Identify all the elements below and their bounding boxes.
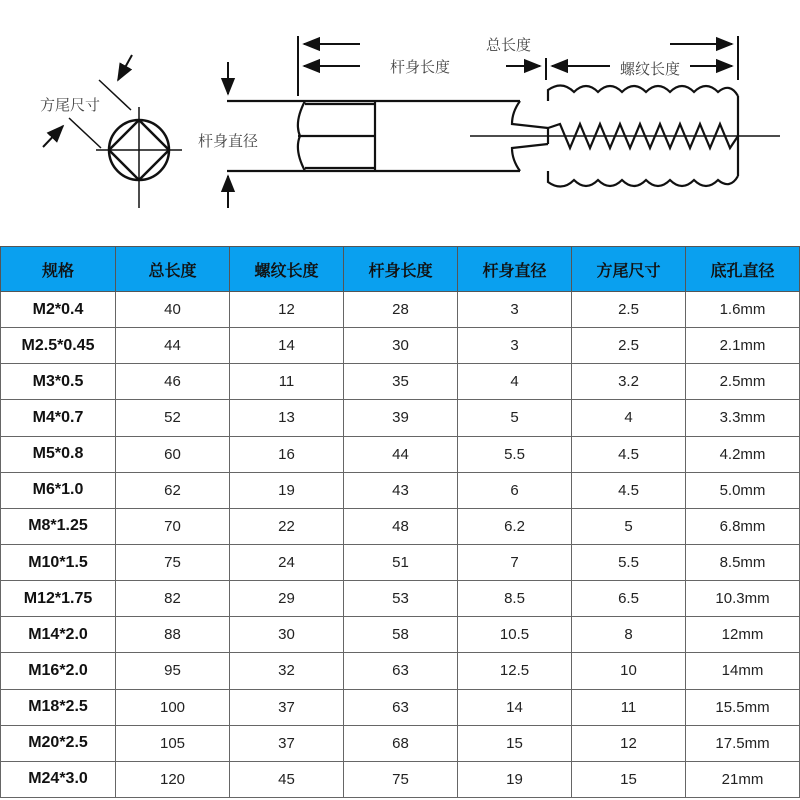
- spec-cell: M4*0.7: [1, 400, 116, 436]
- total-length-label: 总长度: [486, 36, 532, 54]
- value-cell: 32: [230, 653, 344, 689]
- value-cell: 3.2: [572, 364, 686, 400]
- column-header: 杆身长度: [344, 247, 458, 292]
- value-cell: 105: [116, 725, 230, 761]
- spec-cell: M24*3.0: [1, 761, 116, 797]
- value-cell: 8.5mm: [686, 544, 800, 580]
- table-header-row: [1, 247, 800, 292]
- value-cell: 15: [572, 761, 686, 797]
- value-cell: 22: [230, 508, 344, 544]
- table-row: [1, 653, 800, 689]
- column-header: 杆身直径: [458, 247, 572, 292]
- value-cell: 58: [344, 617, 458, 653]
- value-cell: 3.3mm: [686, 400, 800, 436]
- value-cell: 35: [344, 364, 458, 400]
- value-cell: 16: [230, 436, 344, 472]
- spec-cell: M3*0.5: [1, 364, 116, 400]
- value-cell: 39: [344, 400, 458, 436]
- value-cell: 45: [230, 761, 344, 797]
- value-cell: 62: [116, 472, 230, 508]
- spec-cell: M2*0.4: [1, 292, 116, 328]
- table-row: [1, 725, 800, 761]
- shank-length-label: 杆身长度: [390, 58, 451, 76]
- value-cell: 30: [230, 617, 344, 653]
- value-cell: 19: [230, 472, 344, 508]
- value-cell: 2.5mm: [686, 364, 800, 400]
- value-cell: 12.5: [458, 653, 572, 689]
- value-cell: 88: [116, 617, 230, 653]
- tap-dimension-diagram: [0, 0, 800, 240]
- shank-diameter-label: 杆身直径: [198, 132, 259, 150]
- value-cell: 10.5: [458, 617, 572, 653]
- value-cell: 95: [116, 653, 230, 689]
- value-cell: 14: [458, 689, 572, 725]
- value-cell: 17.5mm: [686, 725, 800, 761]
- table-row: [1, 364, 800, 400]
- value-cell: 19: [458, 761, 572, 797]
- column-header: 方尾尺寸: [572, 247, 686, 292]
- value-cell: 5.5: [458, 436, 572, 472]
- value-cell: 5.0mm: [686, 472, 800, 508]
- value-cell: 29: [230, 581, 344, 617]
- value-cell: 6.8mm: [686, 508, 800, 544]
- table-row: [1, 436, 800, 472]
- value-cell: 5.5: [572, 544, 686, 580]
- value-cell: 6.5: [572, 581, 686, 617]
- value-cell: 4: [572, 400, 686, 436]
- value-cell: 24: [230, 544, 344, 580]
- value-cell: 7: [458, 544, 572, 580]
- value-cell: 44: [116, 328, 230, 364]
- value-cell: 11: [230, 364, 344, 400]
- value-cell: 60: [116, 436, 230, 472]
- value-cell: 100: [116, 689, 230, 725]
- table-row: [1, 328, 800, 364]
- value-cell: 75: [344, 761, 458, 797]
- value-cell: 52: [116, 400, 230, 436]
- value-cell: 53: [344, 581, 458, 617]
- column-header: 总长度: [116, 247, 230, 292]
- thread-length-label: 螺纹长度: [620, 60, 681, 78]
- value-cell: 37: [230, 689, 344, 725]
- value-cell: 12: [572, 725, 686, 761]
- value-cell: 68: [344, 725, 458, 761]
- table-row: [1, 544, 800, 580]
- value-cell: 2.5: [572, 292, 686, 328]
- value-cell: 2.5: [572, 328, 686, 364]
- value-cell: 14mm: [686, 653, 800, 689]
- value-cell: 82: [116, 581, 230, 617]
- column-header: 规格: [1, 247, 116, 292]
- value-cell: 15: [458, 725, 572, 761]
- spec-cell: M8*1.25: [1, 508, 116, 544]
- value-cell: 63: [344, 689, 458, 725]
- table-row: [1, 292, 800, 328]
- value-cell: 5: [458, 400, 572, 436]
- value-cell: 8: [572, 617, 686, 653]
- value-cell: 5: [572, 508, 686, 544]
- value-cell: 1.6mm: [686, 292, 800, 328]
- spec-cell: M12*1.75: [1, 581, 116, 617]
- table-row: [1, 761, 800, 797]
- value-cell: 4.5: [572, 436, 686, 472]
- value-cell: 48: [344, 508, 458, 544]
- spec-cell: M20*2.5: [1, 725, 116, 761]
- value-cell: 75: [116, 544, 230, 580]
- table-row: [1, 617, 800, 653]
- value-cell: 11: [572, 689, 686, 725]
- table-row: [1, 472, 800, 508]
- spec-cell: M6*1.0: [1, 472, 116, 508]
- tap-specification-table: [0, 246, 800, 798]
- value-cell: 120: [116, 761, 230, 797]
- spec-cell: M10*1.5: [1, 544, 116, 580]
- value-cell: 37: [230, 725, 344, 761]
- column-header: 螺纹长度: [230, 247, 344, 292]
- value-cell: 21mm: [686, 761, 800, 797]
- value-cell: 8.5: [458, 581, 572, 617]
- value-cell: 14: [230, 328, 344, 364]
- value-cell: 12mm: [686, 617, 800, 653]
- value-cell: 63: [344, 653, 458, 689]
- value-cell: 15.5mm: [686, 689, 800, 725]
- value-cell: 2.1mm: [686, 328, 800, 364]
- value-cell: 12: [230, 292, 344, 328]
- value-cell: 3: [458, 328, 572, 364]
- value-cell: 10: [572, 653, 686, 689]
- value-cell: 6: [458, 472, 572, 508]
- value-cell: 51: [344, 544, 458, 580]
- value-cell: 40: [116, 292, 230, 328]
- spec-cell: M14*2.0: [1, 617, 116, 653]
- value-cell: 43: [344, 472, 458, 508]
- column-header: 底孔直径: [686, 247, 800, 292]
- spec-cell: M16*2.0: [1, 653, 116, 689]
- table-row: [1, 400, 800, 436]
- value-cell: 3: [458, 292, 572, 328]
- value-cell: 13: [230, 400, 344, 436]
- spec-cell: M18*2.5: [1, 689, 116, 725]
- value-cell: 4.2mm: [686, 436, 800, 472]
- table-row: [1, 581, 800, 617]
- square-tail-end-view: [43, 55, 182, 208]
- value-cell: 70: [116, 508, 230, 544]
- spec-cell: M2.5*0.45: [1, 328, 116, 364]
- value-cell: 4.5: [572, 472, 686, 508]
- value-cell: 10.3mm: [686, 581, 800, 617]
- value-cell: 28: [344, 292, 458, 328]
- value-cell: 44: [344, 436, 458, 472]
- table-row: [1, 508, 800, 544]
- value-cell: 46: [116, 364, 230, 400]
- table-row: [1, 689, 800, 725]
- value-cell: 6.2: [458, 508, 572, 544]
- value-cell: 30: [344, 328, 458, 364]
- square-tail-label: 方尾尺寸: [40, 96, 101, 114]
- value-cell: 4: [458, 364, 572, 400]
- spec-cell: M5*0.8: [1, 436, 116, 472]
- table-body: [1, 292, 800, 798]
